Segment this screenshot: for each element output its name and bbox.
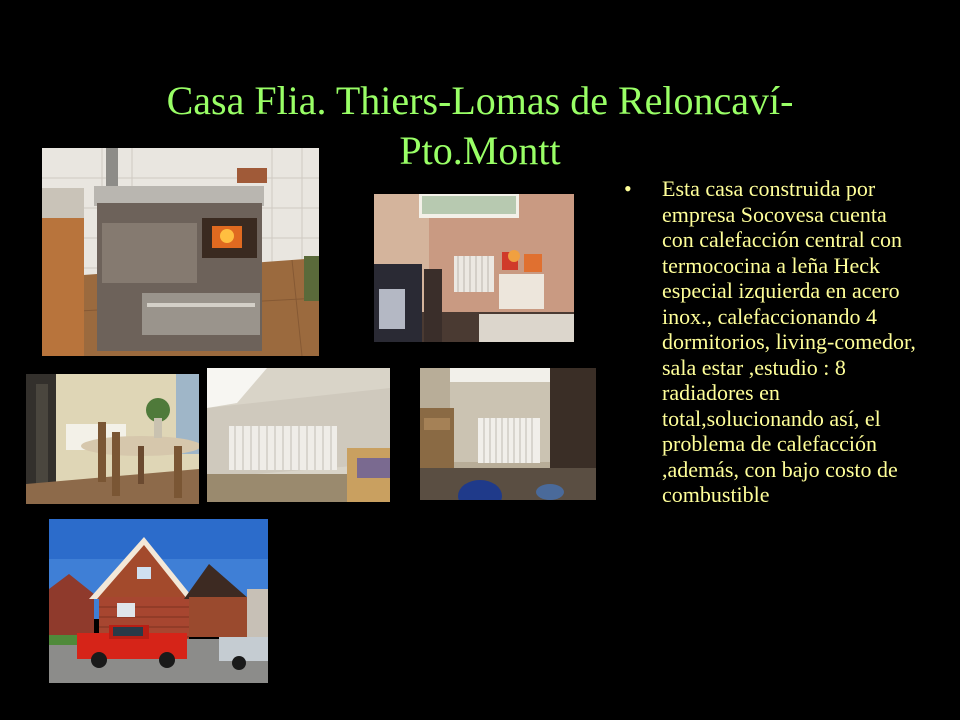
slide-title: Casa Flia. Thiers-Lomas de Reloncaví-Pto.Montt xyxy=(166,78,794,173)
window-room-photo xyxy=(374,194,574,342)
bedroom-radiator-photo xyxy=(207,368,390,502)
description-bullet xyxy=(624,176,924,508)
bullet-icon: • xyxy=(624,176,632,201)
house-exterior-photo xyxy=(49,519,268,683)
description-text: Esta casa construida por empresa Socovesa cuenta con calefacción central con termococina a leña Heck especial izquierda en acero inox., calefaccionando 4 dormitorios, living-comedor, sala estar ,estudio : 8 radiadores en total,solucionando así, el problema de calefacción ,además, con bajo costo de combustible xyxy=(662,176,916,507)
stove-photo xyxy=(42,148,319,356)
dining-room-photo xyxy=(26,374,199,504)
study-radiator-photo xyxy=(420,368,596,500)
